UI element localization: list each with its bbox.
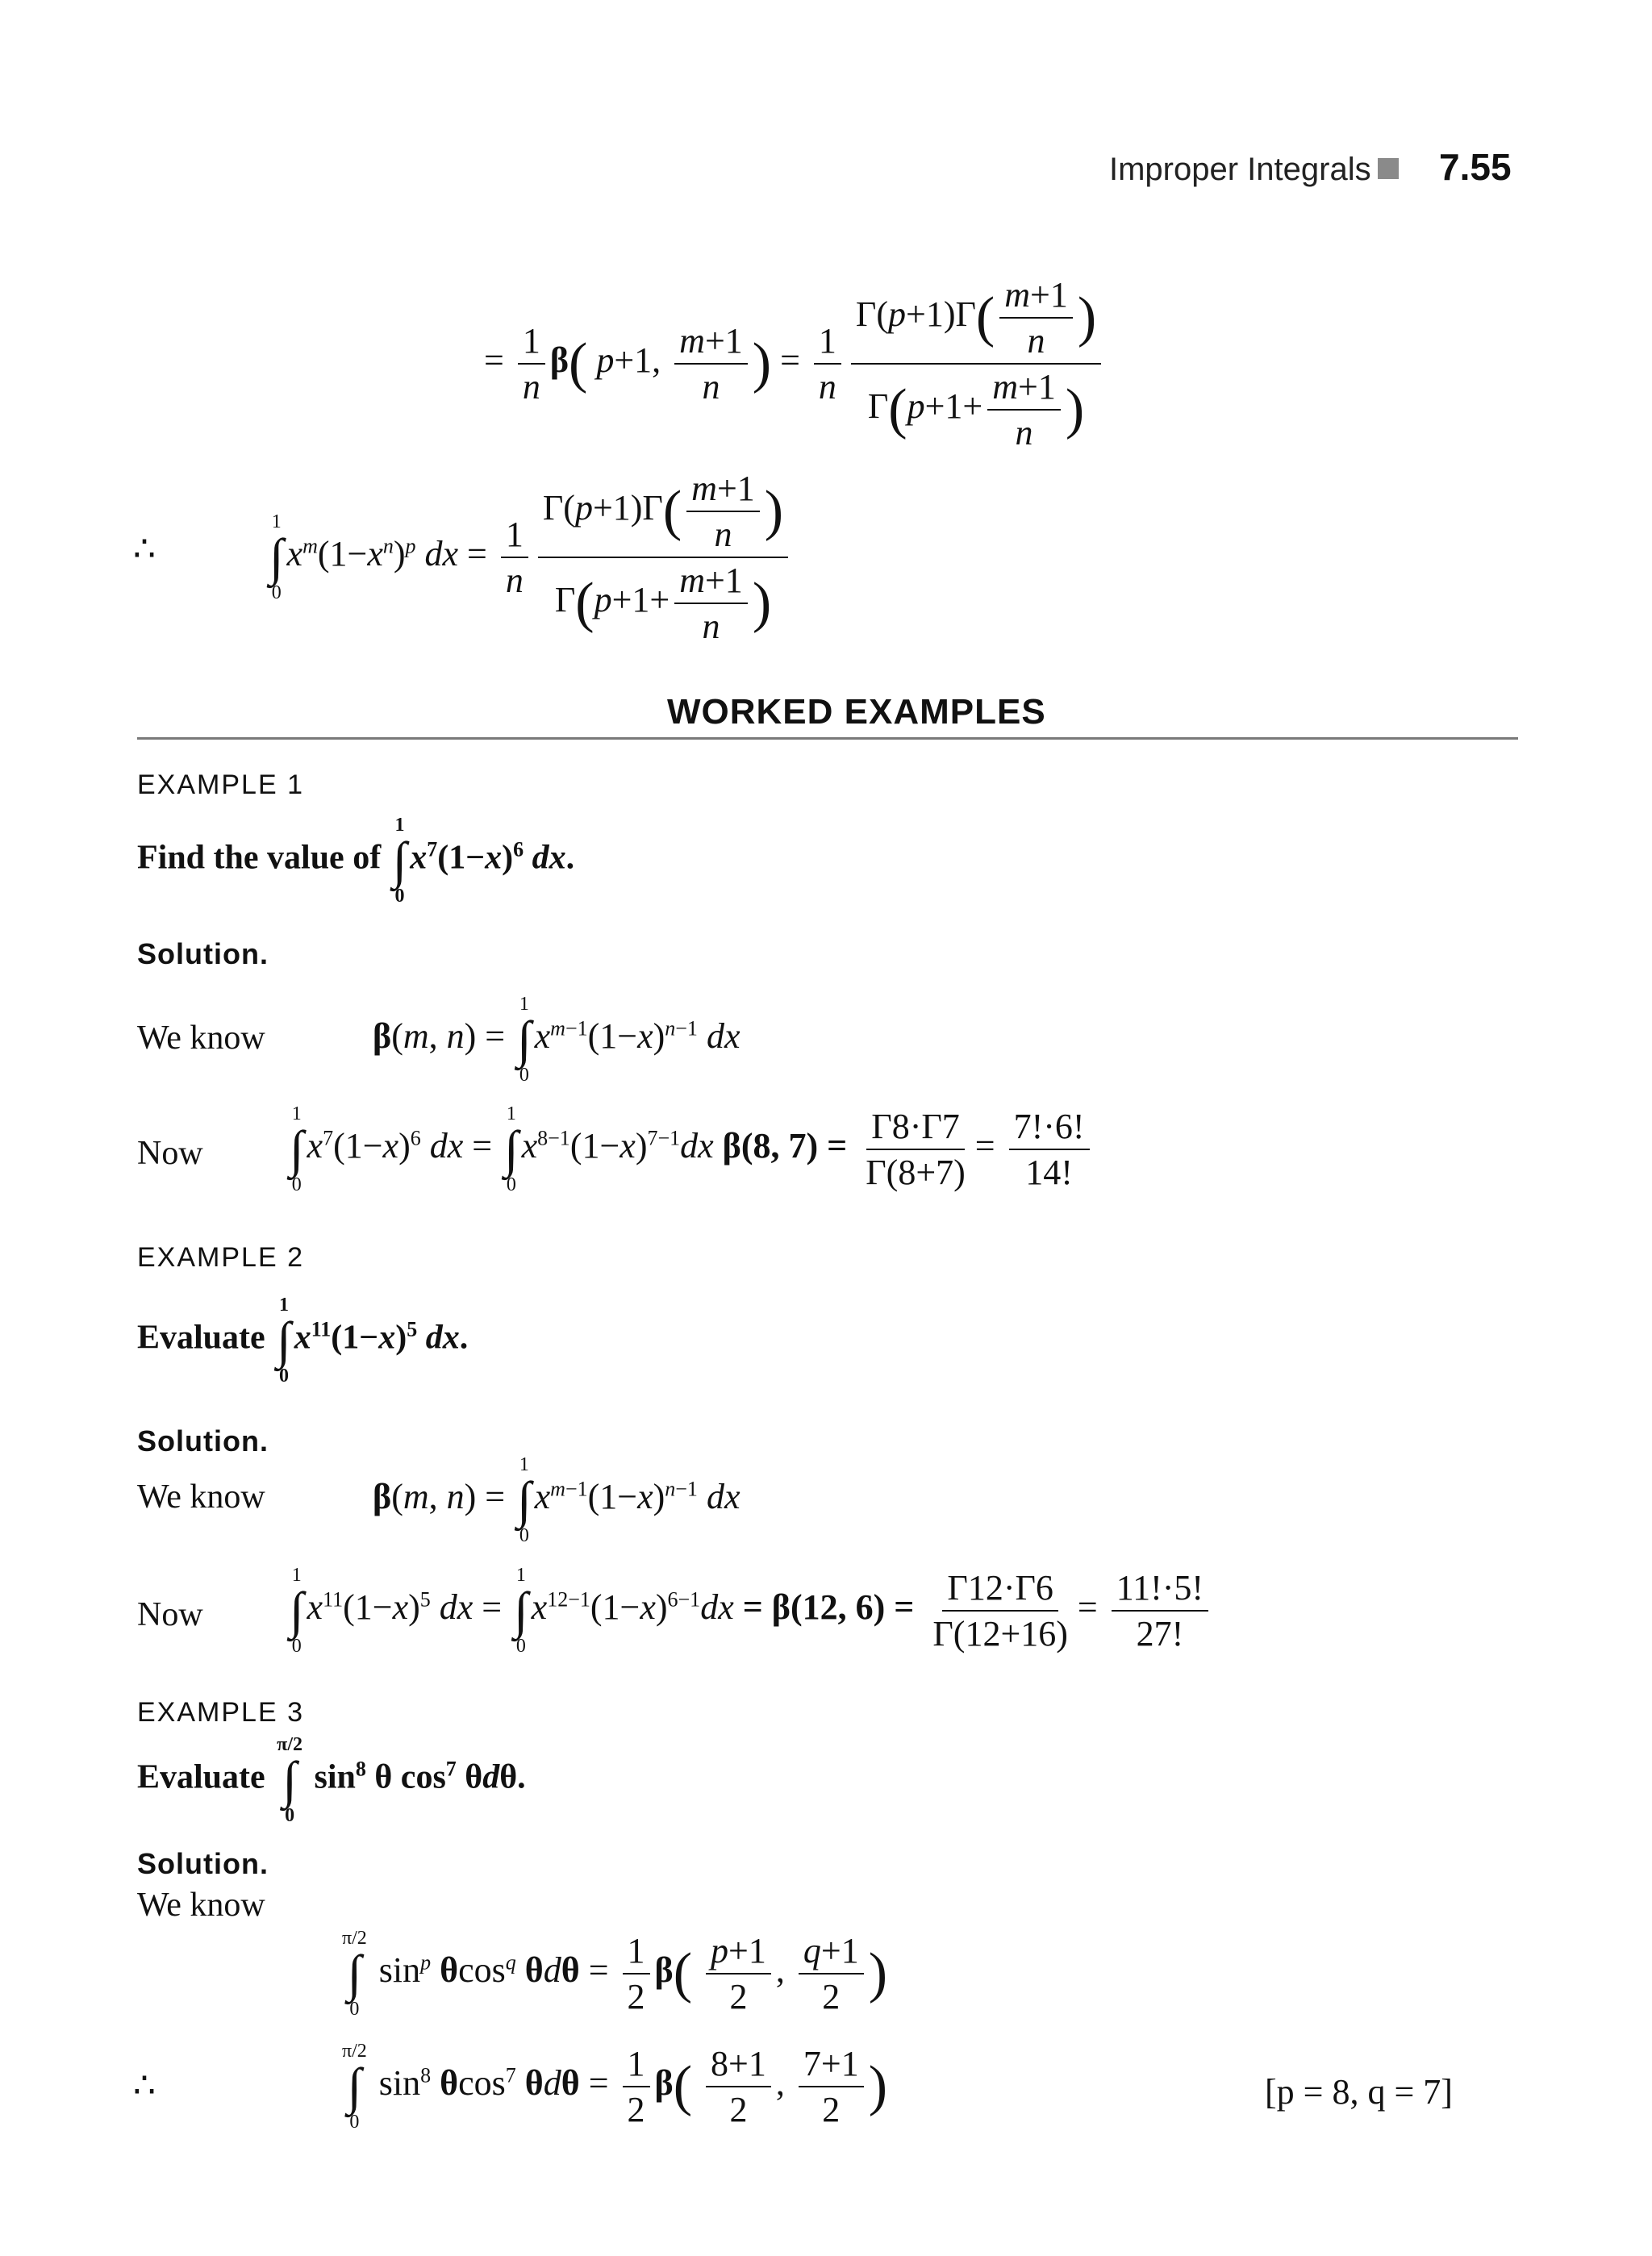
example-3-specific-formula: π/2 ∫ 0 $\sin^8 \theta\cos^7$ θdθ = $\frac{1}{2}$ β( $\frac{8+1}{2}$ , $\frac{7+1}{2}$ ) (342, 2041, 888, 2133)
example-1-computation: 1 ∫ 0 $x^7(1-x)^6$ dx = 1 ∫ 0 $x^{8-1}(1-x)^{7-1}dx$ β(8, 7) = $\frac{\Gamma 8\cdot\Gamma 7}{\Gamma(8+7)}$ = $\frac{7!\cdot 6!}{14!}$ (286, 1103, 1095, 1195)
example-3-therefore-symbol: ∴ (133, 2066, 156, 2105)
page-number: 7.55 (1439, 146, 1512, 188)
example-1-we-know: We know (137, 1020, 265, 1057)
example-2-beta-definition: β(m, n) = 1 ∫ 0 $x^{m-1}(1-x)^{n-1}$ dx (373, 1454, 740, 1546)
example-1-now: Now (137, 1135, 203, 1172)
worked-examples-heading: WORKED EXAMPLES (667, 692, 1046, 732)
example-3-condition: [p = 8, q = 7] (1265, 2072, 1453, 2112)
example-2-now: Now (137, 1596, 203, 1633)
derivation-integral-result: 1 ∫ 0 $x^m(1-x^n)^p$ dx = $\frac{1}{n}$ Γ(p+1)Γ( $\frac{m+1}{n}$ ) Γ(p+1+ $\frac{m+1}{n}$ ) (266, 468, 793, 647)
example-2-statement: Evaluate 1 ∫ 0 $x^{11}(1-x)^5$ dx. (137, 1295, 469, 1387)
example-1-statement: Find the value of 1 ∫ 0 $x^7(1-x)^6$ dx. (137, 815, 575, 907)
section-divider (137, 737, 1518, 740)
example-3-we-know: We know (137, 1887, 265, 1924)
header-square-icon (1378, 158, 1399, 179)
example-2-label: EXAMPLE 2 (137, 1242, 304, 1273)
example-2-we-know: We know (137, 1478, 265, 1516)
example-1-solution-label: Solution. (137, 937, 269, 970)
therefore-symbol: ∴ (133, 529, 156, 569)
example-1-label: EXAMPLE 1 (137, 769, 304, 800)
example-1-beta-definition: β(m, n) = 1 ∫ 0 $x^{m-1}(1-x)^{n-1}$ dx (373, 994, 740, 1086)
example-3-statement: Evaluate π/2 ∫ 0 $\sin^8 \theta$ $\cos^7 \theta d\theta$. (137, 1734, 526, 1826)
example-3-solution-label: Solution. (137, 1847, 269, 1880)
example-3-general-formula: π/2 ∫ 0 $\sin^p \theta\cos^q$ θdθ = $\frac{1}{2}$ β( $\frac{p+1}{2}$ , $\frac{q+1}{2}$ ) (342, 1928, 888, 2020)
derivation-beta-gamma: = $\frac{1}{n}$ β( p+1, $\frac{m+1}{n}$ ) = $\frac{1}{n}$ Γ(p+1)Γ( $\frac{m+1}{n}$ ) Γ(p+1+ $\frac{m+1}{n}$ ) (484, 274, 1106, 453)
example-3-label: EXAMPLE 3 (137, 1697, 304, 1728)
example-2-computation: 1 ∫ 0 $x^{11}(1-x)^5$ dx = 1 ∫ 0 $x^{12-1}(1-x)^{6-1}dx = \beta(12$, 6) = $\frac{\Gamma 12\cdot\Gamma 6}{\Gamma(12+16)}$ = $\frac{11!\cdot 5!}{27!}$ (286, 1565, 1213, 1657)
example-2-solution-label: Solution. (137, 1424, 269, 1457)
running-head-title: Improper Integrals (1109, 152, 1371, 187)
